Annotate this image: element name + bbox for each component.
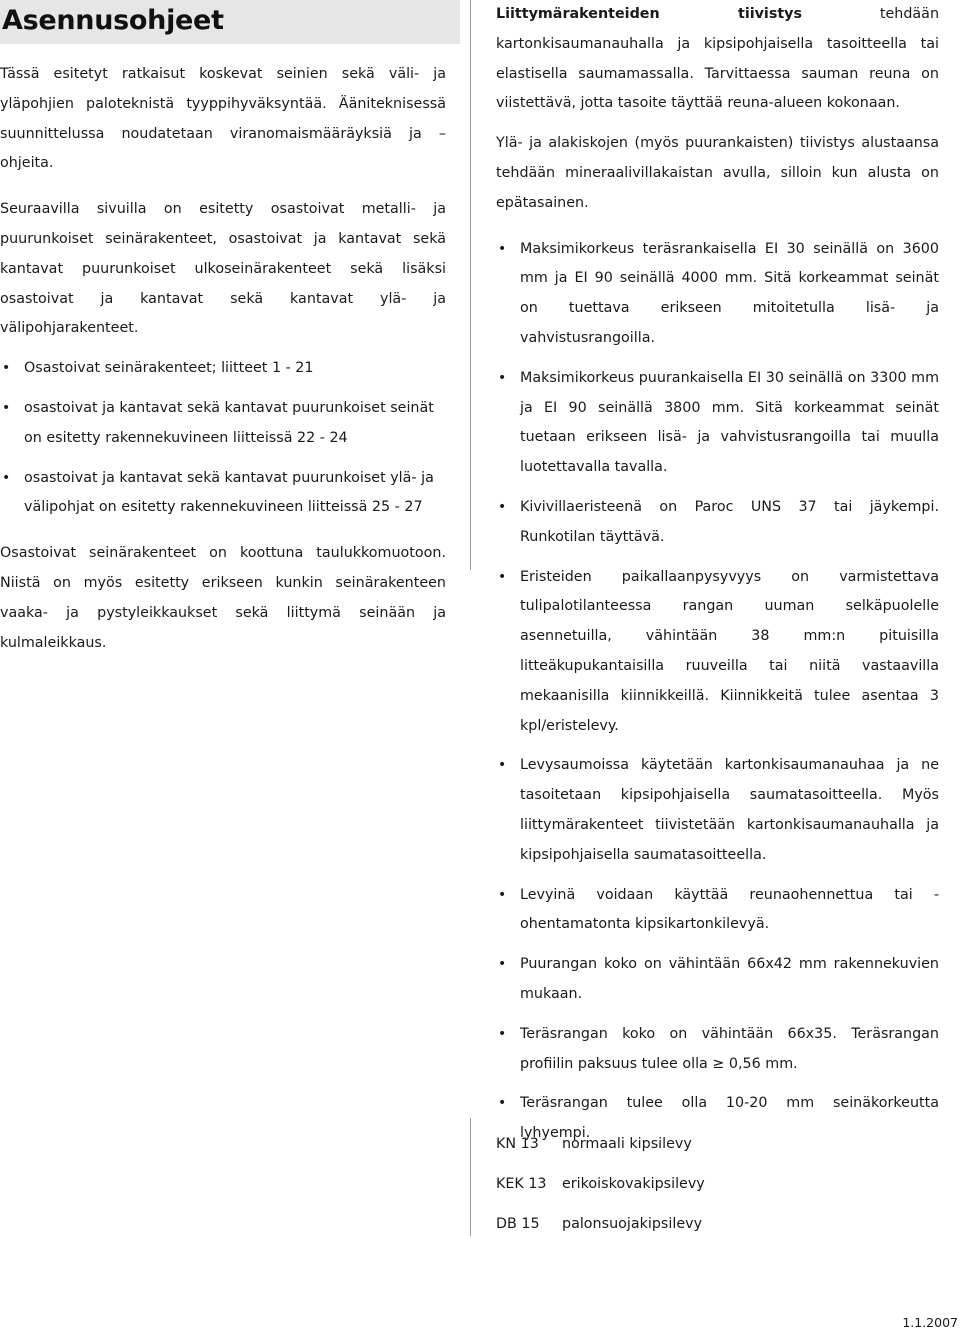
list-item-text: osastoivat ja kantavat sekä kantavat puurunkoiset seinät on esitetty rakennekuvineen liitteissä 22 - 24 bbox=[24, 399, 434, 446]
abbreviation-code: KEK 13 bbox=[496, 1176, 547, 1192]
list-item bbox=[0, 464, 446, 524]
list-item-text: Osastoivat seinärakenteet; liitteet 1 - 21 bbox=[24, 360, 314, 377]
abbreviation-row bbox=[496, 1164, 936, 1204]
bullet-icon: • bbox=[498, 1095, 507, 1112]
list-item bbox=[496, 881, 939, 941]
left-column bbox=[0, 60, 446, 658]
sealing-paragraph bbox=[496, 0, 939, 119]
abbreviation-list bbox=[496, 1124, 936, 1244]
bullet-icon: • bbox=[2, 469, 11, 486]
abbreviation-description: erikoiskovakipsilevy bbox=[562, 1176, 705, 1192]
overview-paragraph: Seuraavilla sivuilla on esitetty osastoivat metalli- ja puurunkoiset seinärakenteet, osastoivat ja kantavat sekä kantavat puurunkoiset ulkoseinärakenteet sekä lisäksi osastoivat ja kantavat sekä kantavat ylä- ja välipohjarakenteet. bbox=[0, 201, 446, 337]
abbreviation-description: normaali kipsilevy bbox=[562, 1136, 692, 1152]
abbreviation-code: KN 13 bbox=[496, 1136, 539, 1152]
abbreviation-row bbox=[496, 1204, 936, 1244]
list-item-text: Levyinä voidaan käyttää reunaohennettua tai -ohentamatonta kipsikartonkilevyä. bbox=[520, 886, 939, 933]
list-item-text: Maksimikorkeus teräsrankaisella EI 30 seinällä on 3600 mm ja EI 90 seinällä 4000 mm. Sitä korkeammat seinät on tuettava erikseen mitoitetulla lisä- ja vahvistusrangoilla. bbox=[520, 240, 939, 346]
bullet-icon: • bbox=[498, 956, 507, 973]
column-divider-lower bbox=[470, 1118, 471, 1236]
abbreviation-code: DB 15 bbox=[496, 1216, 540, 1232]
list-item bbox=[496, 364, 939, 483]
bullet-icon: • bbox=[2, 360, 11, 377]
bullet-icon: • bbox=[498, 498, 507, 515]
abbreviation-description: palonsuojakipsilevy bbox=[562, 1216, 703, 1232]
right-column bbox=[496, 0, 939, 1149]
summary-paragraph: Osastoivat seinärakenteet on koottuna taulukkomuotoon. Niistä on myös esitetty erikseen kunkin seinärakenteen vaaka- ja pystyleikkaukset sekä liittymä seinään ja kulmaleikkaus. bbox=[0, 545, 446, 651]
list-item-text: Levysaumoissa käytetään kartonkisaumanauhaa ja ne tasoitetaan kipsipohjaisella saumatasoitteella. Myös liittymärakenteet tiivistetään kartonkisaumanauhalla ja kipsipohjaisella saumatasoitteella. bbox=[520, 757, 939, 863]
bullet-icon: • bbox=[498, 369, 507, 386]
list-item bbox=[0, 354, 446, 384]
list-item-text: Teräsrangan koko on vähintään 66x35. Teräsrangan profiilin paksuus tulee olla ≥ 0,56 mm. bbox=[520, 1025, 939, 1072]
column-divider bbox=[470, 0, 471, 570]
list-item bbox=[496, 493, 939, 553]
page-title: Asennusohjeet bbox=[0, 0, 460, 44]
list-item bbox=[496, 751, 939, 870]
bullet-icon: • bbox=[498, 886, 507, 903]
abbreviation-row bbox=[496, 1124, 936, 1164]
bullet-icon: • bbox=[498, 1025, 507, 1042]
bullet-icon: • bbox=[498, 240, 507, 257]
list-item bbox=[496, 1020, 939, 1080]
list-item-text: Teräsrangan tulee olla 10-20 mm seinäkorkeutta lyhyempi. bbox=[520, 1095, 939, 1142]
list-item bbox=[496, 950, 939, 1010]
list-item bbox=[0, 394, 446, 454]
sealing-text: tehdään kartonkisaumanauhalla ja kipsipohjaisella tasoitteella tai elastisella saumamassalla. Tarvittaessa sauman reuna on viistettävä, jotta tasoite täyttää reuna-alueen kokonaan. bbox=[496, 6, 940, 112]
document-date: 1.1.2007 bbox=[902, 1315, 958, 1330]
bullet-icon: • bbox=[498, 757, 507, 774]
intro-paragraph: Tässä esitetyt ratkaisut koskevat seinien sekä väli- ja yläpohjien paloteknistä tyyppihyväksyntää. Ääniteknisessä suunnittelussa noudatetaan viranomaismääräyksiä ja –ohjeita. bbox=[0, 66, 446, 172]
list-item bbox=[496, 563, 939, 742]
bullet-icon: • bbox=[2, 399, 11, 416]
list-item-text: Eristeiden paikallaanpysyvyys on varmistettava tulipalotilanteessa rangan uuman selkäpuolelle asennetuilla, vähintään 38 mm:n pituisilla litteäkupukantaisilla ruuveilla tai niitä vastaavilla mekaanisilla kiinnikkeillä. Kiinnikkeitä tulee asentaa 3 kpl/eristelevy. bbox=[520, 568, 939, 734]
rail-sealing-paragraph: Ylä- ja alakiskojen (myös puurankaisten) tiivistys alustaansa tehdään mineraalivillakaistan avulla, silloin kun alusta on epätasainen. bbox=[496, 135, 939, 211]
list-item-text: Puurangan koko on vähintään 66x42 mm rakennekuvien mukaan. bbox=[520, 956, 939, 1002]
list-item bbox=[496, 235, 939, 354]
list-item-text: Maksimikorkeus puurankaisella EI 30 seinällä on 3300 mm ja EI 90 seinällä 3800 mm. Sitä korkeammat seinät tuetaan erikseen lisä- ja vahvistusrangoilla tai muulla luotettavalla tavalla. bbox=[520, 369, 939, 476]
sealing-heading: Liittymärakenteiden tiivistys bbox=[496, 6, 803, 22]
bullet-icon: • bbox=[498, 568, 507, 585]
list-item-text: Kivivillaeristeenä on Paroc UNS 37 tai jäykempi. Runkotilan täyttävä. bbox=[520, 498, 939, 545]
list-item-text: osastoivat ja kantavat sekä kantavat puurunkoiset ylä- ja välipohjat on esitetty rakennekuvineen liitteissä 25 - 27 bbox=[24, 469, 434, 516]
